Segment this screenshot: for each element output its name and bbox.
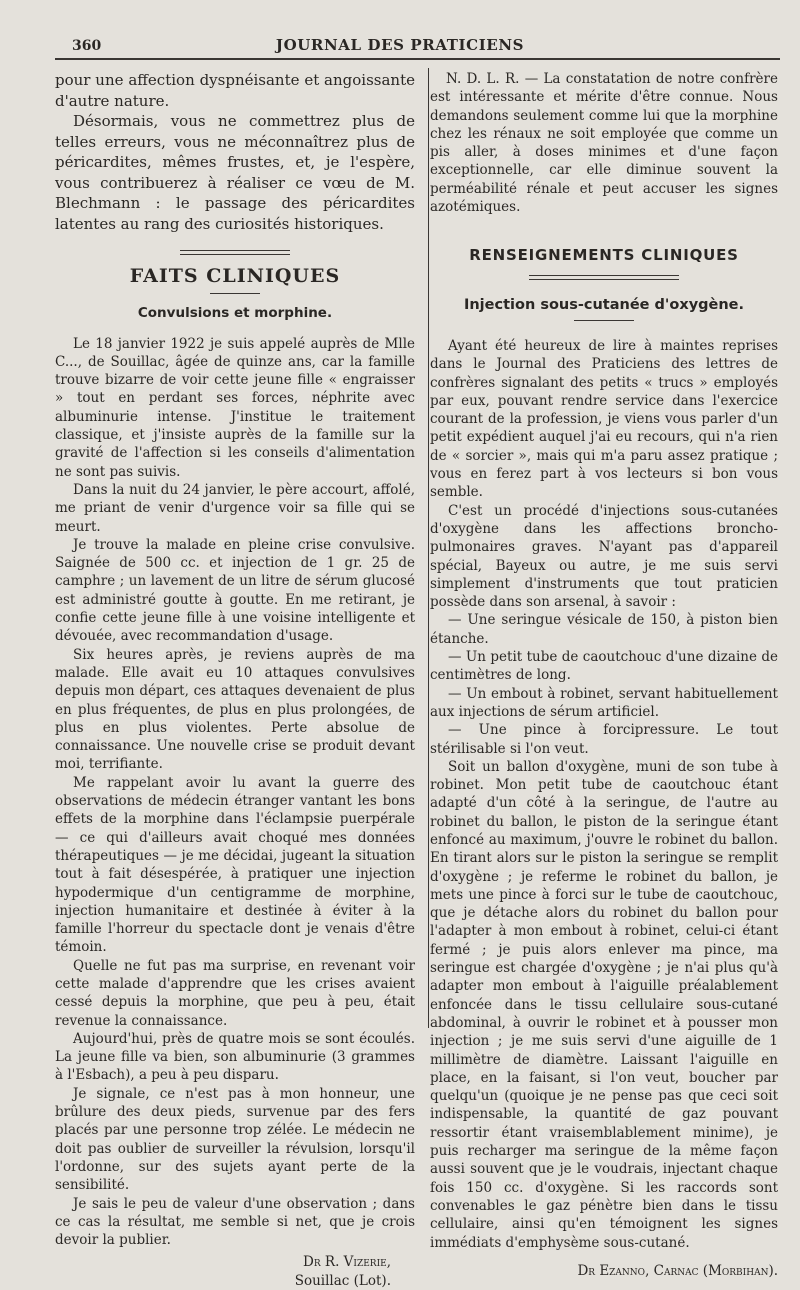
left-column [55, 70, 415, 1290]
list-item: — Un embout à robinet, servant habituellement aux injections de sérum artificiel. [430, 685, 778, 720]
column-divider [428, 68, 429, 1028]
editor-note: N. D. L. R. — La constatation de notre confrère est intéressante et mérite d'être connue. Nous demandons seulement comme lui que la morphine chez les rénaux ne soit employée que comme un pis aller, à doses minimes et d'une façon exceptionnelle, car elle diminue souvent la perméabilité rénale et peut accuser les signes azotémiques. [430, 71, 778, 216]
body-paragraph: Ayant été heureux de lire à maintes reprises dans le Journal des Praticiens des lettres de confrères signalant des petits « trucs » employés par eux, pouvant rendre service dans l'exercice courant de la profession, je viens vous parler d'un petit expédient auquel j'ai eu recours, qui n'a rien de « sorcier », mais qui m'a paru assez pratique ; vous en ferez part à vos lecteurs si bon vous semble. [430, 337, 778, 501]
section-title-faits-cliniques: FAITS CLINIQUES [129, 265, 341, 287]
body-paragraph: C'est un procédé d'injections sous-cutanées d'oxygène dans les affections broncho-pulmonaires graves. N'ayant pas d'appareil spécial, Bayeux ou autre, je me suis servi simplement d'instruments que tout praticien possède dans son arsenal, à savoir : [430, 502, 778, 611]
body-paragraph: Aujourd'hui, près de quatre mois se sont écoulés. La jeune fille va bien, son albuminurie (3 grammes à l'Esbach), a peu à peu disparu. [55, 1030, 415, 1084]
signature-place: Souillac (Lot). [294, 1272, 391, 1289]
body-paragraph: Le 18 janvier 1922 je suis appelé auprès de Mlle C..., de Souillac, âgée de quinze ans, car la famille trouve bizarre de voir cette jeune fille « engraisser » tout en perdant ses forces, néphrite avec albuminurie intense. J'institue le traitement classique, et j'insiste auprès de la famille sur la gravité de l'affection si les conseils d'alimentation ne sont pas suivis. [55, 335, 415, 480]
body-paragraph: Je signale, ce n'est pas à mon honneur, une brûlure des deux pieds, survenue par des fers placés par une personne trop zélée. Le médecin ne doit pas oublier de surveiller la révulsion, lorsqu'il l'ordonne, sur des sujets ayant perte de la sensibilité. [55, 1085, 415, 1194]
signature-name: Dr R. Vizerie, [303, 1254, 391, 1271]
body-paragraph: Me rappelant avoir lu avant la guerre des observations de médecin étranger vantant les bons effets de la morphine dans l'éclampsie puerpérale — ce qui d'ailleurs avait choqué mes données thérapeutiques — je me décidai, jugeant la situation tout à fait désespérée, à pratiquer une injection hypodermique d'un centigramme de morphine, injection humanitaire et destinée à éviter à la famille l'horreur du spectacle dont je venais d'être témoin. [55, 774, 415, 956]
intro-paragraph: pour une affection dyspnéisante et angoissante d'autre nature. [55, 71, 415, 110]
list-item: — Une seringue vésicale de 150, à piston bien étanche. [430, 612, 778, 647]
section-title-renseignements: RENSEIGNEMENTS CLINIQUES [469, 246, 739, 265]
header-rule [55, 58, 780, 60]
article-title-convulsions: Convulsions et morphine. [137, 305, 333, 322]
body-paragraph: Je trouve la malade en pleine crise convulsive. Saignée de 500 cc. et injection de 1 gr. 25 de camphre ; un lavement de un litre de sérum glucosé est administré goutte à goutte. En me retirant, je confie cette jeune fille à une voisine intelligente et dévouée, avec recommandation d'usage. [55, 536, 415, 645]
body-paragraph: Je sais le peu de valeur d'une observation ; dans ce cas la résultat, me semble si net, que je crois devoir la publier. [55, 1195, 415, 1249]
signature: Dr Ezanno, Carnac (Morbihan). [577, 1262, 778, 1279]
list-item: — Une pince à forcipressure. Le tout stérilisable si l'on veut. [430, 722, 778, 757]
list-item: — Un petit tube de caoutchouc d'une dizaine de centimètres de long. [430, 649, 778, 684]
body-paragraph: Dans la nuit du 24 janvier, le père accourt, affolé, me priant de venir d'urgence voir sa fille qui se meurt. [55, 481, 415, 535]
article-title-oxygene: Injection sous-cutanée d'oxygène. [463, 296, 745, 313]
body-paragraph: Quelle ne fut pas ma surprise, en revenant voir cette malade d'apprendre que les crises avaient cessé depuis la morphine, que peu à peu, était revenue la connaissance. [55, 957, 415, 1029]
body-paragraph: Six heures après, je reviens auprès de ma malade. Elle avait eu 10 attaques convulsives depuis mon départ, ces attaques devenaient de plus en plus fréquentes, de plus en plus prolongées, de plus en plus violentes. Perte absolue de connaissance. Une nouvelle crise se produit devant moi, terrifiante. [55, 646, 415, 773]
running-head: JOURNAL DES PRATICIENS [275, 36, 525, 54]
right-column [430, 70, 778, 1280]
intro-paragraph: Désormais, vous ne commettrez plus de telles erreurs, vous ne méconnaîtrez plus de péricardites, mêmes frustes, et, je l'espère, vous contribuerez à réaliser ce vœu de M. Blechmann : le passage des péricardites latentes au rang des curiosités historiques. [55, 112, 415, 233]
body-paragraph: Soit un ballon d'oxygène, muni de son tube à robinet. Mon petit tube de caoutchouc étant adapté d'un côté à la seringue, de l'autre au robinet du ballon, le piston de la seringue étant enfoncé au maximum, j'ouvre le robinet du ballon. En tirant alors sur le piston la seringue se remplit d'oxygène ; je referme le robinet du ballon, je mets une pince à forci sur le tube de caoutchouc, que je détache alors du robinet du ballon pour l'adapter à mon embout à robinet, celui-ci étant fermé ; je puis alors enlever ma pince, ma seringue est chargée d'oxygène ; je n'ai plus qu'à adapter mon embout à l'aiguille préalablement enfoncée dans le tissu cellulaire sous-cutané abdominal, à ouvrir le robinet et à pousser mon injection ; je me suis servi d'une aiguille de 1 millimètre de diamètre. Laissant l'aiguille en place, en la faisant, si l'on veut, boucher par quelqu'un (quoique je ne pense pas que ceci soit indispensable, la quantité de gaz pouvant ressortir étant vraisemblablement minime), je puis recharger ma seringue de la même façon aussi souvent que je le voudrais, injectant chaque fois 150 cc. d'oxygène. Si les raccords sont convenables le gaz pénètre bien dans le tissu cellulaire, ainsi qu'en témoignent les signes immédiats d'emphysème sous-cutané. [430, 758, 778, 1251]
page-number: 360 [72, 38, 102, 54]
